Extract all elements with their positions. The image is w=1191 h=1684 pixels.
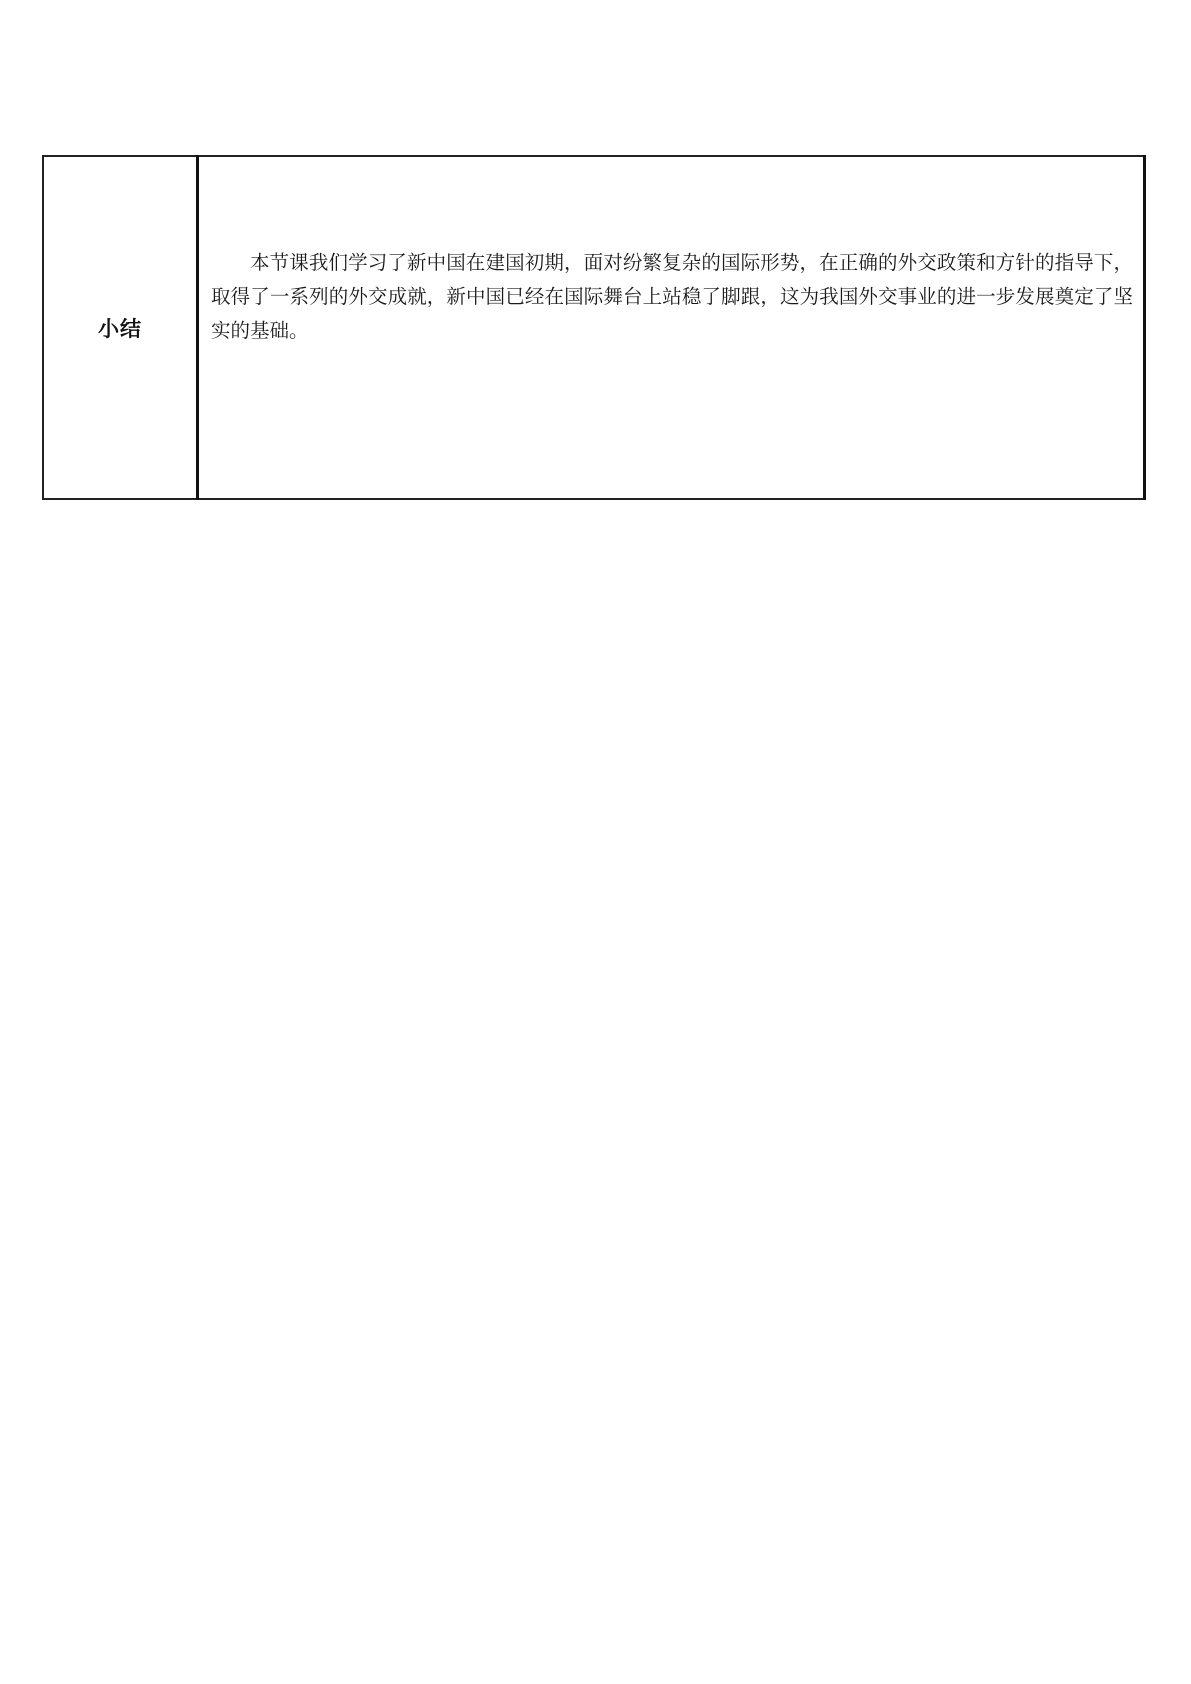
- summary-label-cell: [43, 156, 198, 499]
- table-row: [43, 156, 1145, 499]
- summary-content-cell: [198, 156, 1145, 499]
- summary-paragraph: 本节课我们学习了新中国在建国初期，面对纷繁复杂的国际形势，在正确的外交政策和方针的指导下，取得了一系列的外交成就，新中国已经在国际舞台上站稳了脚跟，这为我国外交事业的进一步发展奠定了坚实的基础。: [211, 250, 1133, 342]
- summary-label: 小结: [98, 316, 142, 341]
- summary-table: [42, 155, 1146, 500]
